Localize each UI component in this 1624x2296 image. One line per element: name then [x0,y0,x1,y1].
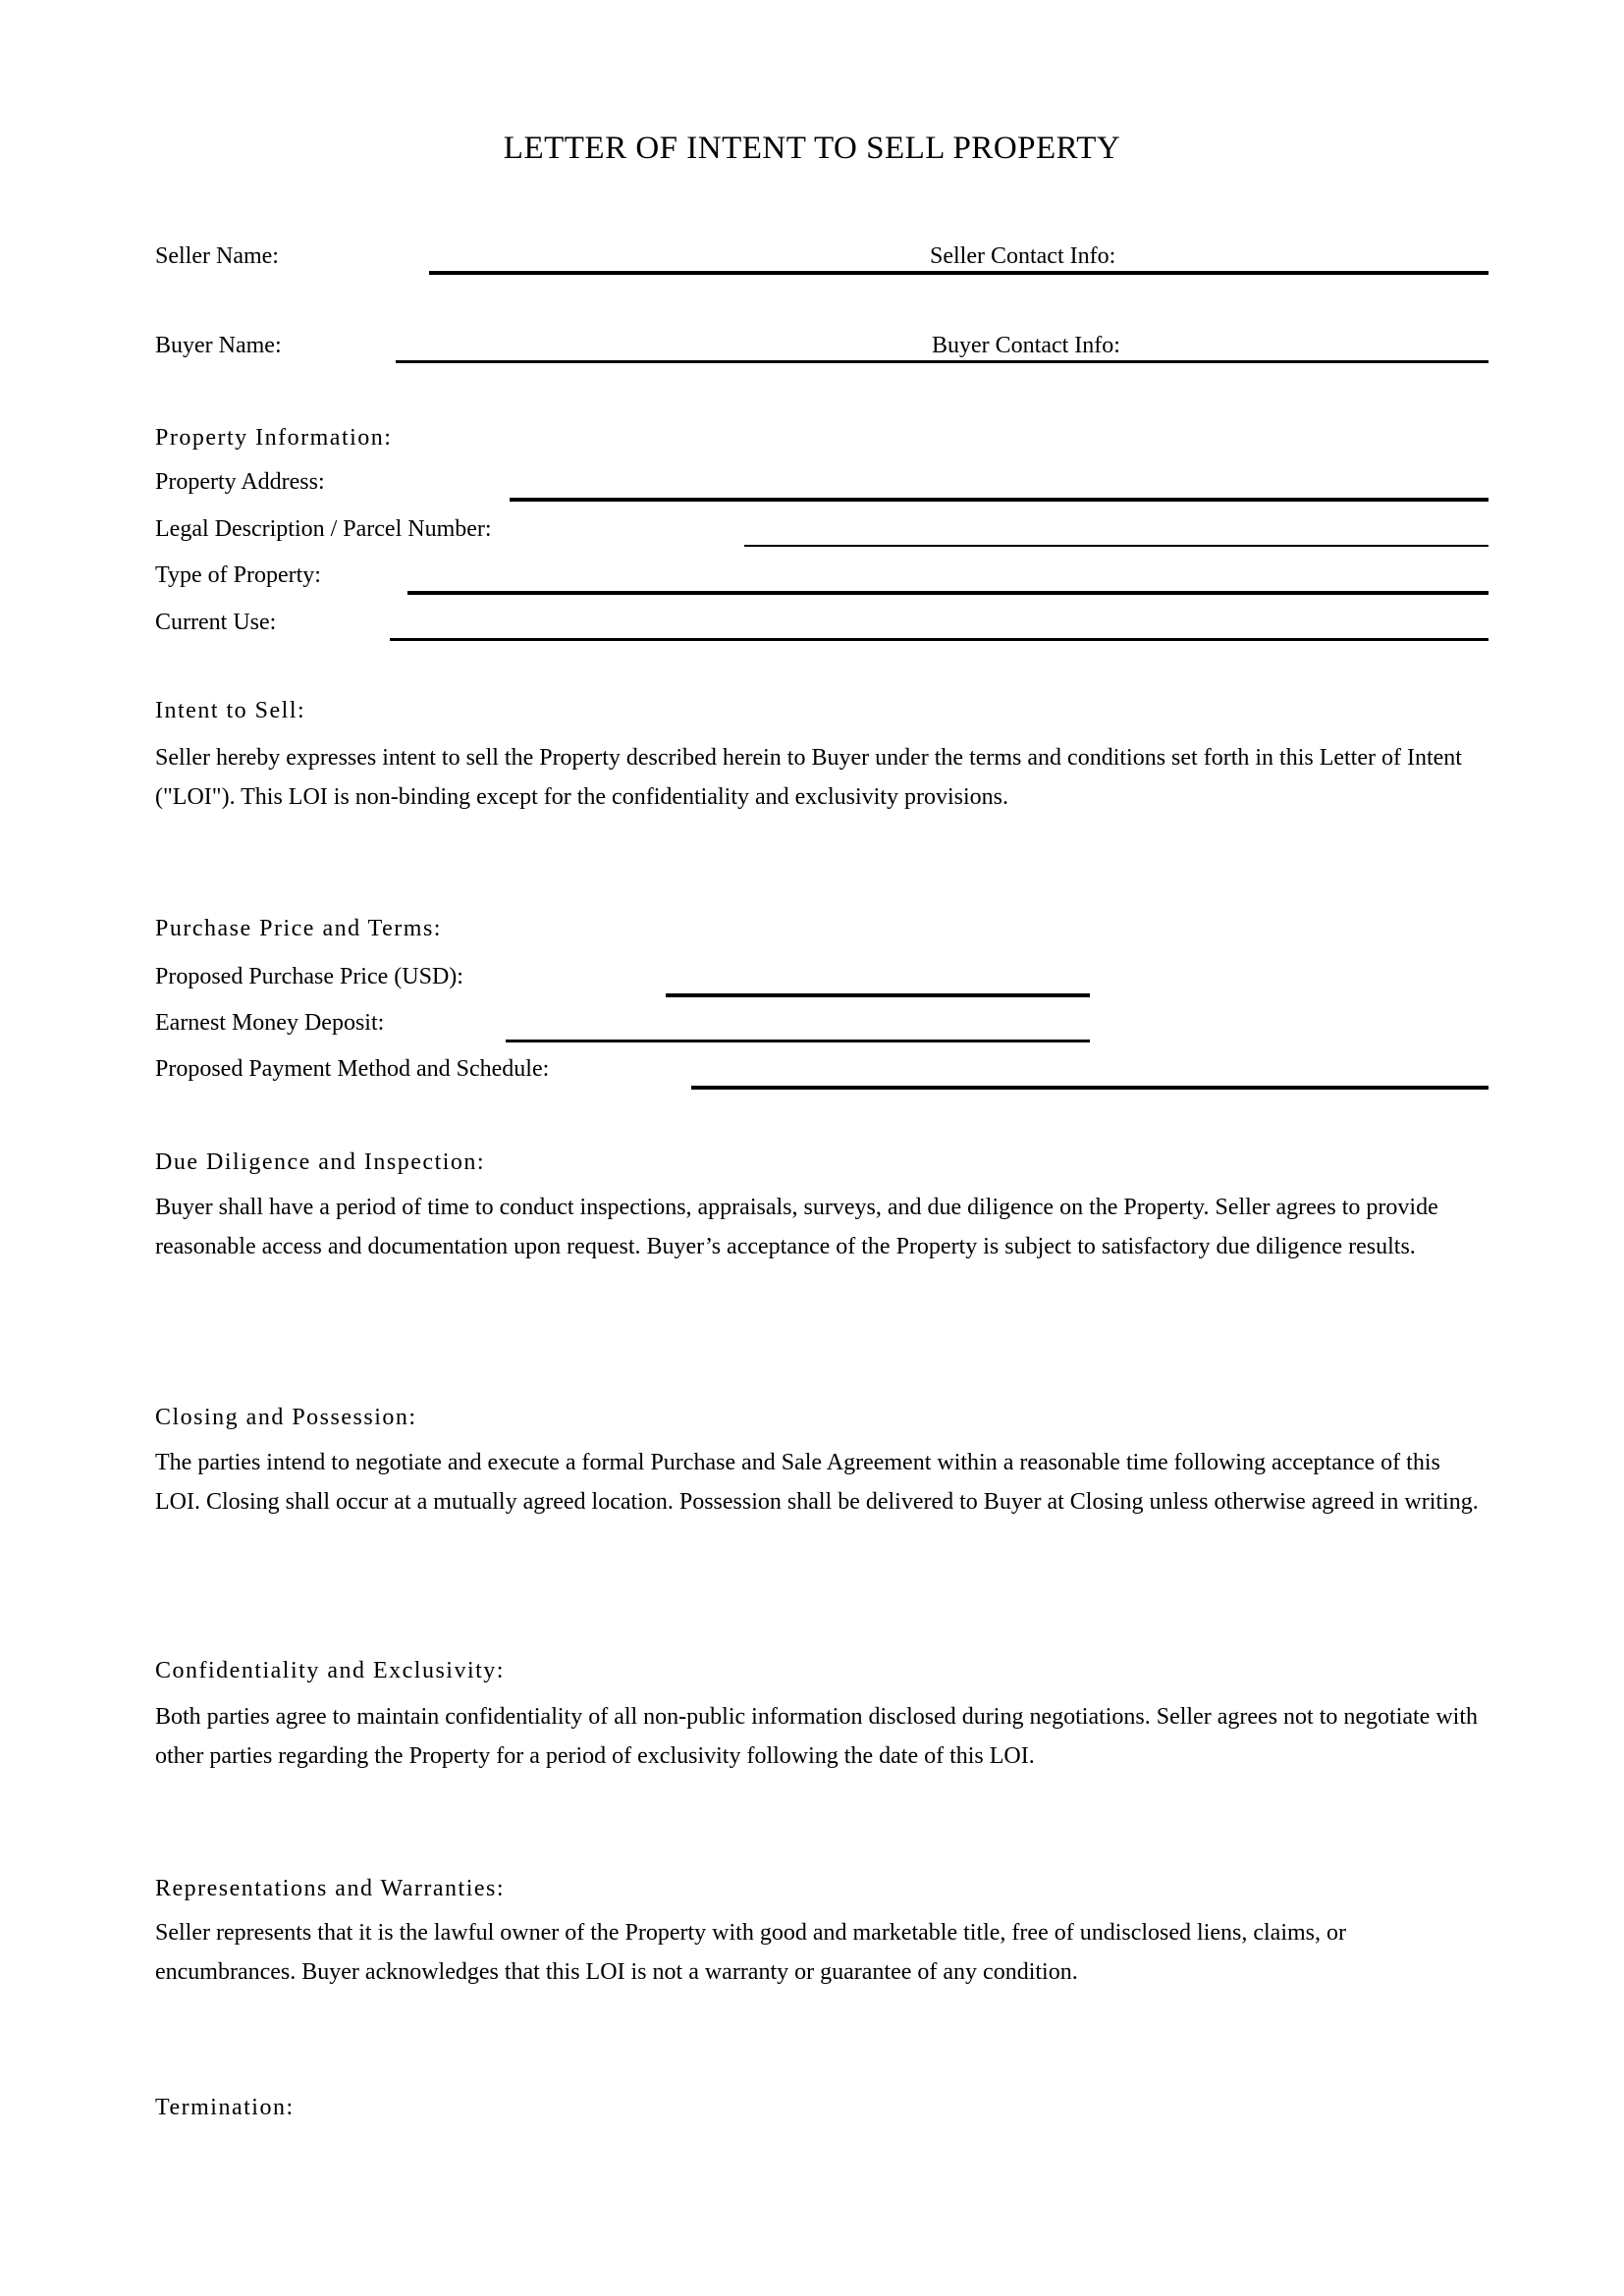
property-type-row [155,561,1489,597]
purchase-price-label: Proposed Purchase Price (USD): [155,964,463,989]
section-heading-intent-to-sell: Intent to Sell: [155,698,306,723]
seller-name-label: Seller Name: [155,243,279,269]
property-address-row [155,468,1489,504]
buyer-contact-label: Buyer Contact Info: [932,333,1120,358]
section-heading-representations: Representations and Warranties: [155,1876,506,1901]
due-diligence-paragraph: Buyer shall have a period of time to conduct inspections, appraisals, surveys, and due diligence on the Property. Seller agrees to provide reasonable access and documentation upon request. Buyer’s acceptance of the Property is subject to satisfactory due diligence results. [155,1195,1438,1259]
section-heading-termination: Termination: [155,2095,295,2120]
payment-method-line[interactable] [691,1086,1489,1090]
property-type-line[interactable] [407,591,1489,595]
representations-paragraph: Seller represents that it is the lawful owner of the Property with good and marketable title, free of undisclosed liens, claims, or encumbrances. Buyer acknowledges that this LOI is not a warranty or guarantee of any condition. [155,1920,1346,1985]
confidentiality-paragraph: Both parties agree to maintain confidentiality of all non-public information disclosed during negotiations. Seller agrees not to negotiate with other parties regarding the Property for a period of exclusivity following the date of this LOI. [155,1704,1478,1769]
current-use-label: Current Use: [155,610,277,635]
section-heading-confidentiality: Confidentiality and Exclusivity: [155,1658,505,1683]
closing-paragraph: The parties intend to negotiate and execute a formal Purchase and Sale Agreement within a reasonable time following acceptance of this LOI. Closing shall occur at a mutually agreed location. Possession shall be delivered to Buyer at Closing unless otherwise agreed in writing. [155,1450,1479,1515]
property-type-label: Type of Property: [155,562,321,588]
legal-description-line[interactable] [744,545,1489,547]
earnest-deposit-line[interactable] [506,1040,1090,1042]
seller-name-line[interactable] [429,271,1489,275]
payment-method-row [155,1055,1489,1091]
property-address-label: Property Address: [155,469,325,495]
seller-name-row [155,242,1489,278]
intent-paragraph: Seller hereby expresses intent to sell the Property described herein to Buyer under the terms and conditions set forth in this Letter of Intent ("LOI"). This LOI is non-binding except for the confidentiality and exclusivity provisions. [155,745,1462,810]
section-heading-property-information: Property Information: [155,425,393,451]
buyer-name-line[interactable] [396,360,1489,363]
buyer-name-row [155,332,1489,367]
property-address-line[interactable] [510,498,1489,502]
buyer-name-label: Buyer Name: [155,333,282,358]
current-use-line[interactable] [390,638,1489,641]
section-heading-purchase-price: Purchase Price and Terms: [155,916,442,941]
purchase-price-row [155,963,1489,998]
section-heading-closing: Closing and Possession: [155,1405,417,1430]
legal-description-row [155,515,1489,551]
earnest-deposit-row [155,1009,1489,1044]
document-title: LETTER OF INTENT TO SELL PROPERTY [503,131,1121,166]
purchase-price-line[interactable] [666,993,1090,997]
payment-method-label: Proposed Payment Method and Schedule: [155,1056,550,1082]
section-heading-due-diligence: Due Diligence and Inspection: [155,1149,486,1175]
seller-contact-label: Seller Contact Info: [930,243,1116,269]
legal-description-label: Legal Description / Parcel Number: [155,516,492,542]
earnest-deposit-label: Earnest Money Deposit: [155,1010,385,1036]
current-use-row [155,609,1489,644]
